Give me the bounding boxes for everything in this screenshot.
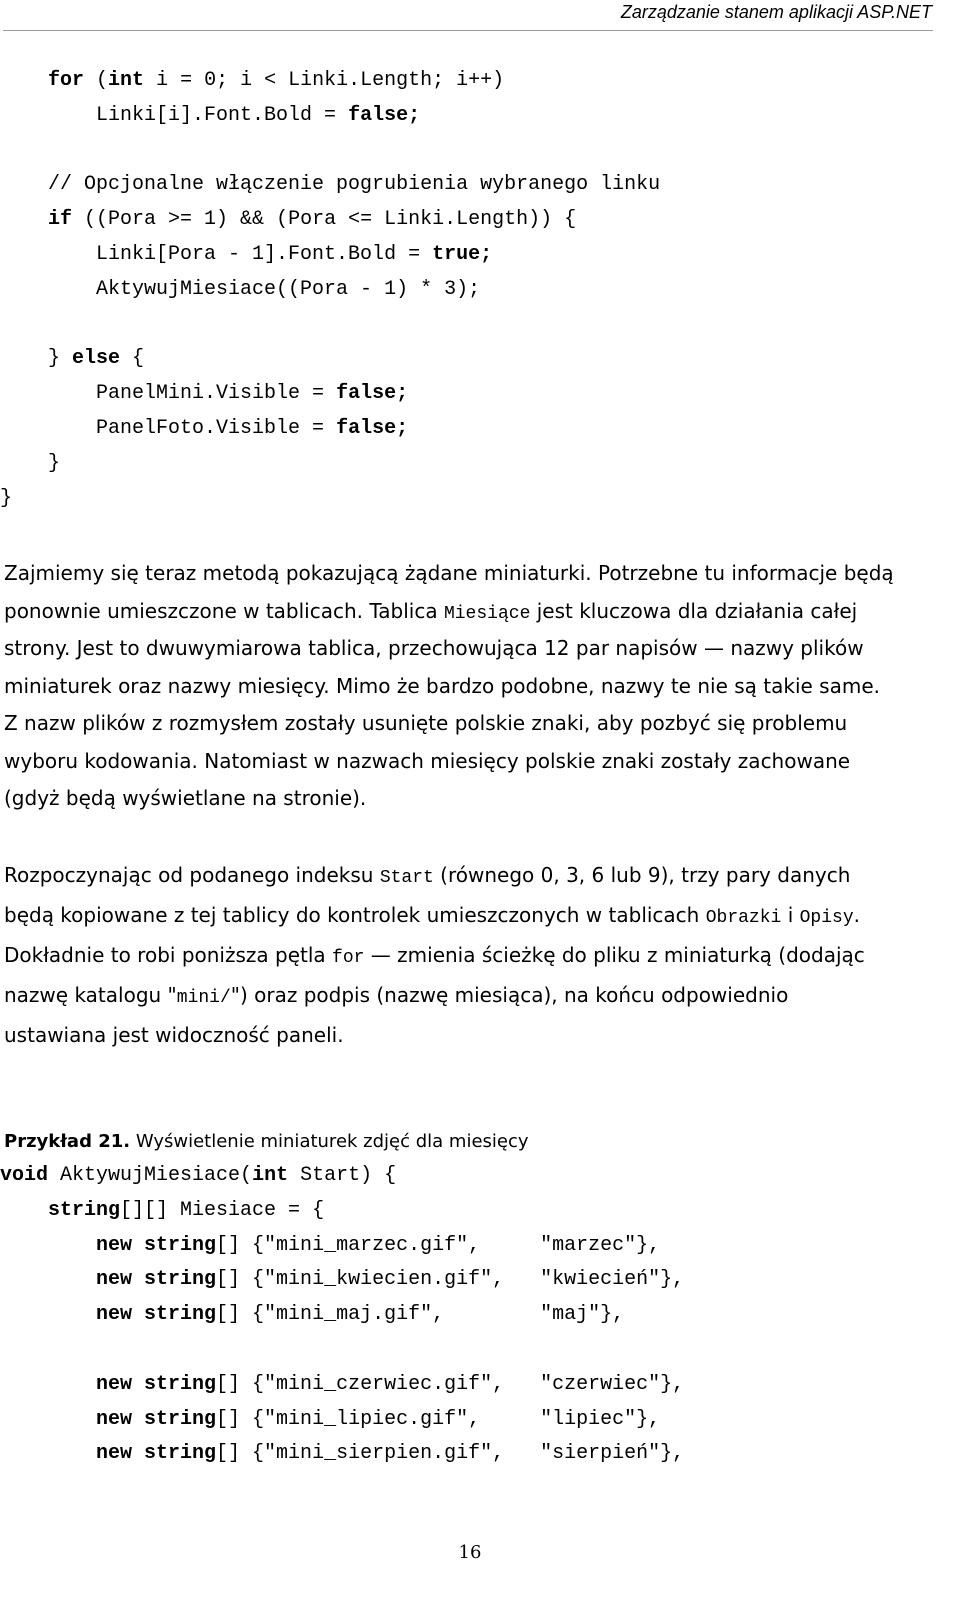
code-keyword: int bbox=[252, 1164, 289, 1187]
running-header: Zarządzanie stanem aplikacji ASP.NET bbox=[620, 2, 932, 22]
text-segment: miniaturek oraz nazwy miesięcy. Mimo że bardzo podobne, nazwy te nie są takie same. bbox=[4, 673, 880, 698]
code-keyword: new string bbox=[96, 1233, 217, 1257]
text-segment: Z nazw plików z rozmysłem zostały usunięte polskie znaki, aby pozbyć się problemu bbox=[4, 711, 848, 735]
text-segment: AktywujMiesiace( bbox=[48, 1164, 253, 1187]
text-segment bbox=[0, 69, 48, 92]
text-segment: strony. Jest to dwuwymiarowa tablica, przechowująca 12 par napisów — nazwy plików bbox=[4, 636, 864, 660]
text-segment: Start) { bbox=[288, 1164, 397, 1187]
text-segment: ((Pora >= 1) && (Pora <= Linki.Length)) { bbox=[72, 208, 577, 232]
text-segment: i bbox=[781, 903, 800, 927]
text-segment: (gdyż będą wyświetlane na stronie). bbox=[4, 786, 367, 810]
code-keyword: else bbox=[72, 347, 121, 371]
text-segment: ( bbox=[84, 69, 109, 92]
text-segment: [] {"mini_marzec.gif", "marzec"}, bbox=[216, 1233, 661, 1257]
code-line bbox=[0, 446, 60, 482]
text-line bbox=[4, 555, 894, 591]
text-segment: Linki[Pora - 1].Font.Bold = bbox=[0, 243, 433, 266]
code-keyword: false; bbox=[348, 103, 421, 127]
code-line bbox=[0, 1367, 684, 1403]
text-segment: } bbox=[0, 451, 61, 475]
text-segment: [] {"mini_kwiecien.gif", "kwiecień"}, bbox=[216, 1268, 685, 1292]
code-keyword: new string bbox=[96, 1303, 217, 1327]
code-line bbox=[0, 1262, 684, 1298]
code-keyword: new string bbox=[96, 1372, 217, 1396]
text-segment: i = 0; i < Linki.Length; i++) bbox=[144, 69, 505, 92]
text-segment: (równego 0, 3, 6 lub 9), trzy pary danych bbox=[433, 863, 851, 887]
header-rule bbox=[3, 30, 933, 31]
text-segment: . bbox=[853, 903, 860, 927]
text-segment bbox=[0, 208, 48, 231]
text-segment: — zmienia ścieżkę do pliku z miniaturką (dodając bbox=[364, 943, 865, 967]
code-line bbox=[0, 167, 660, 203]
code-line bbox=[0, 98, 420, 134]
text-segment: jest kluczowa dla działania całej bbox=[530, 598, 858, 623]
text-segment bbox=[0, 1373, 96, 1396]
code-line bbox=[0, 481, 12, 517]
code-keyword: for bbox=[48, 69, 85, 92]
code-line bbox=[0, 1193, 324, 1229]
example-title bbox=[4, 1124, 529, 1160]
text-segment: // Opcjonalne włączenie pogrubienia wybranego linku bbox=[0, 173, 661, 197]
inline-code: Opisy bbox=[799, 908, 854, 928]
text-line bbox=[4, 1015, 344, 1055]
code-line bbox=[0, 202, 576, 238]
inline-code: for bbox=[332, 948, 365, 968]
code-keyword: new string bbox=[96, 1407, 217, 1431]
text-line bbox=[4, 935, 865, 975]
page-number: 16 bbox=[458, 1542, 482, 1563]
code-keyword: new string bbox=[96, 1442, 217, 1466]
code-line bbox=[0, 411, 408, 447]
text-segment: PanelMini.Visible = bbox=[0, 382, 337, 406]
code-line bbox=[0, 376, 408, 412]
inline-code: mini/ bbox=[176, 988, 231, 1008]
text-segment: } bbox=[0, 347, 73, 371]
text-segment: [] {"mini_sierpien.gif", "sierpień"}, bbox=[216, 1442, 685, 1466]
text-segment: Rozpoczynając od podanego indeksu bbox=[4, 863, 380, 887]
text-segment: [] {"mini_lipiec.gif", "lipiec"}, bbox=[216, 1407, 661, 1431]
text-segment: ponownie umieszczone w tablicach. Tablica bbox=[4, 598, 444, 623]
example-caption: Wyświetlenie miniaturek zdjęć dla miesięcy bbox=[130, 1131, 529, 1152]
code-line bbox=[0, 1436, 684, 1472]
code-line bbox=[0, 237, 492, 273]
text-line bbox=[4, 975, 788, 1015]
text-segment: [] {"mini_maj.gif", "maj"}, bbox=[216, 1303, 625, 1327]
text-segment bbox=[0, 1408, 96, 1431]
code-keyword: if bbox=[48, 208, 73, 232]
code-keyword: string bbox=[48, 1198, 121, 1222]
text-segment: wyboru kodowania. Natomiast w nazwach miesięcy polskie znaki zostały zachowane bbox=[4, 748, 851, 773]
code-keyword: false; bbox=[336, 417, 409, 440]
text-segment: PanelFoto.Visible = bbox=[0, 417, 337, 440]
code-line bbox=[0, 1158, 396, 1194]
code-line bbox=[0, 1297, 624, 1333]
text-line bbox=[4, 895, 860, 935]
text-line bbox=[4, 855, 850, 895]
inline-code: Miesiące bbox=[443, 603, 531, 624]
code-line bbox=[0, 341, 144, 377]
text-line bbox=[4, 593, 857, 629]
text-line bbox=[4, 743, 850, 779]
text-segment: nazwę katalogu " bbox=[4, 983, 177, 1007]
text-segment bbox=[0, 1199, 48, 1222]
code-keyword: new string bbox=[96, 1268, 217, 1292]
code-keyword: void bbox=[0, 1164, 49, 1187]
text-line bbox=[4, 668, 880, 704]
text-segment: AktywujMiesiace((Pora - 1) * 3); bbox=[0, 277, 481, 301]
text-segment: będą kopiowane z tej tablicy do kontrolek umieszczonych w tablicach bbox=[4, 903, 706, 927]
inline-code: Obrazki bbox=[705, 908, 782, 928]
code-keyword: false; bbox=[336, 382, 409, 406]
text-segment: [] {"mini_czerwiec.gif", "czerwiec"}, bbox=[216, 1372, 685, 1396]
code-keyword: true; bbox=[432, 243, 493, 266]
text-segment bbox=[0, 1303, 96, 1326]
text-segment: [][] Miesiace = { bbox=[120, 1198, 325, 1222]
code-line bbox=[0, 272, 480, 308]
example-label: Przykład 21. bbox=[4, 1131, 131, 1152]
text-segment bbox=[0, 1234, 96, 1257]
code-keyword: int bbox=[108, 69, 145, 92]
inline-code: Start bbox=[379, 868, 434, 888]
code-line bbox=[0, 63, 504, 99]
text-segment: ustawiana jest widoczność paneli. bbox=[4, 1023, 344, 1047]
text-segment: Linki[i].Font.Bold = bbox=[0, 103, 349, 127]
text-segment: } bbox=[0, 486, 13, 510]
text-segment bbox=[0, 1442, 96, 1465]
code-line bbox=[0, 1228, 660, 1264]
text-segment: ") oraz podpis (nazwę miesiąca), na końcu odpowiednio bbox=[230, 983, 789, 1007]
text-line bbox=[4, 630, 864, 666]
code-line bbox=[0, 1402, 660, 1438]
text-segment: { bbox=[120, 347, 145, 371]
text-segment bbox=[0, 1268, 96, 1291]
text-line bbox=[4, 705, 847, 741]
text-segment: Zajmiemy się teraz metodą pokazującą żądane miniaturki. Potrzebne tu informacje będą bbox=[4, 561, 894, 585]
text-segment: Dokładnie to robi poniższa pętla bbox=[4, 943, 333, 967]
text-line bbox=[4, 780, 366, 816]
